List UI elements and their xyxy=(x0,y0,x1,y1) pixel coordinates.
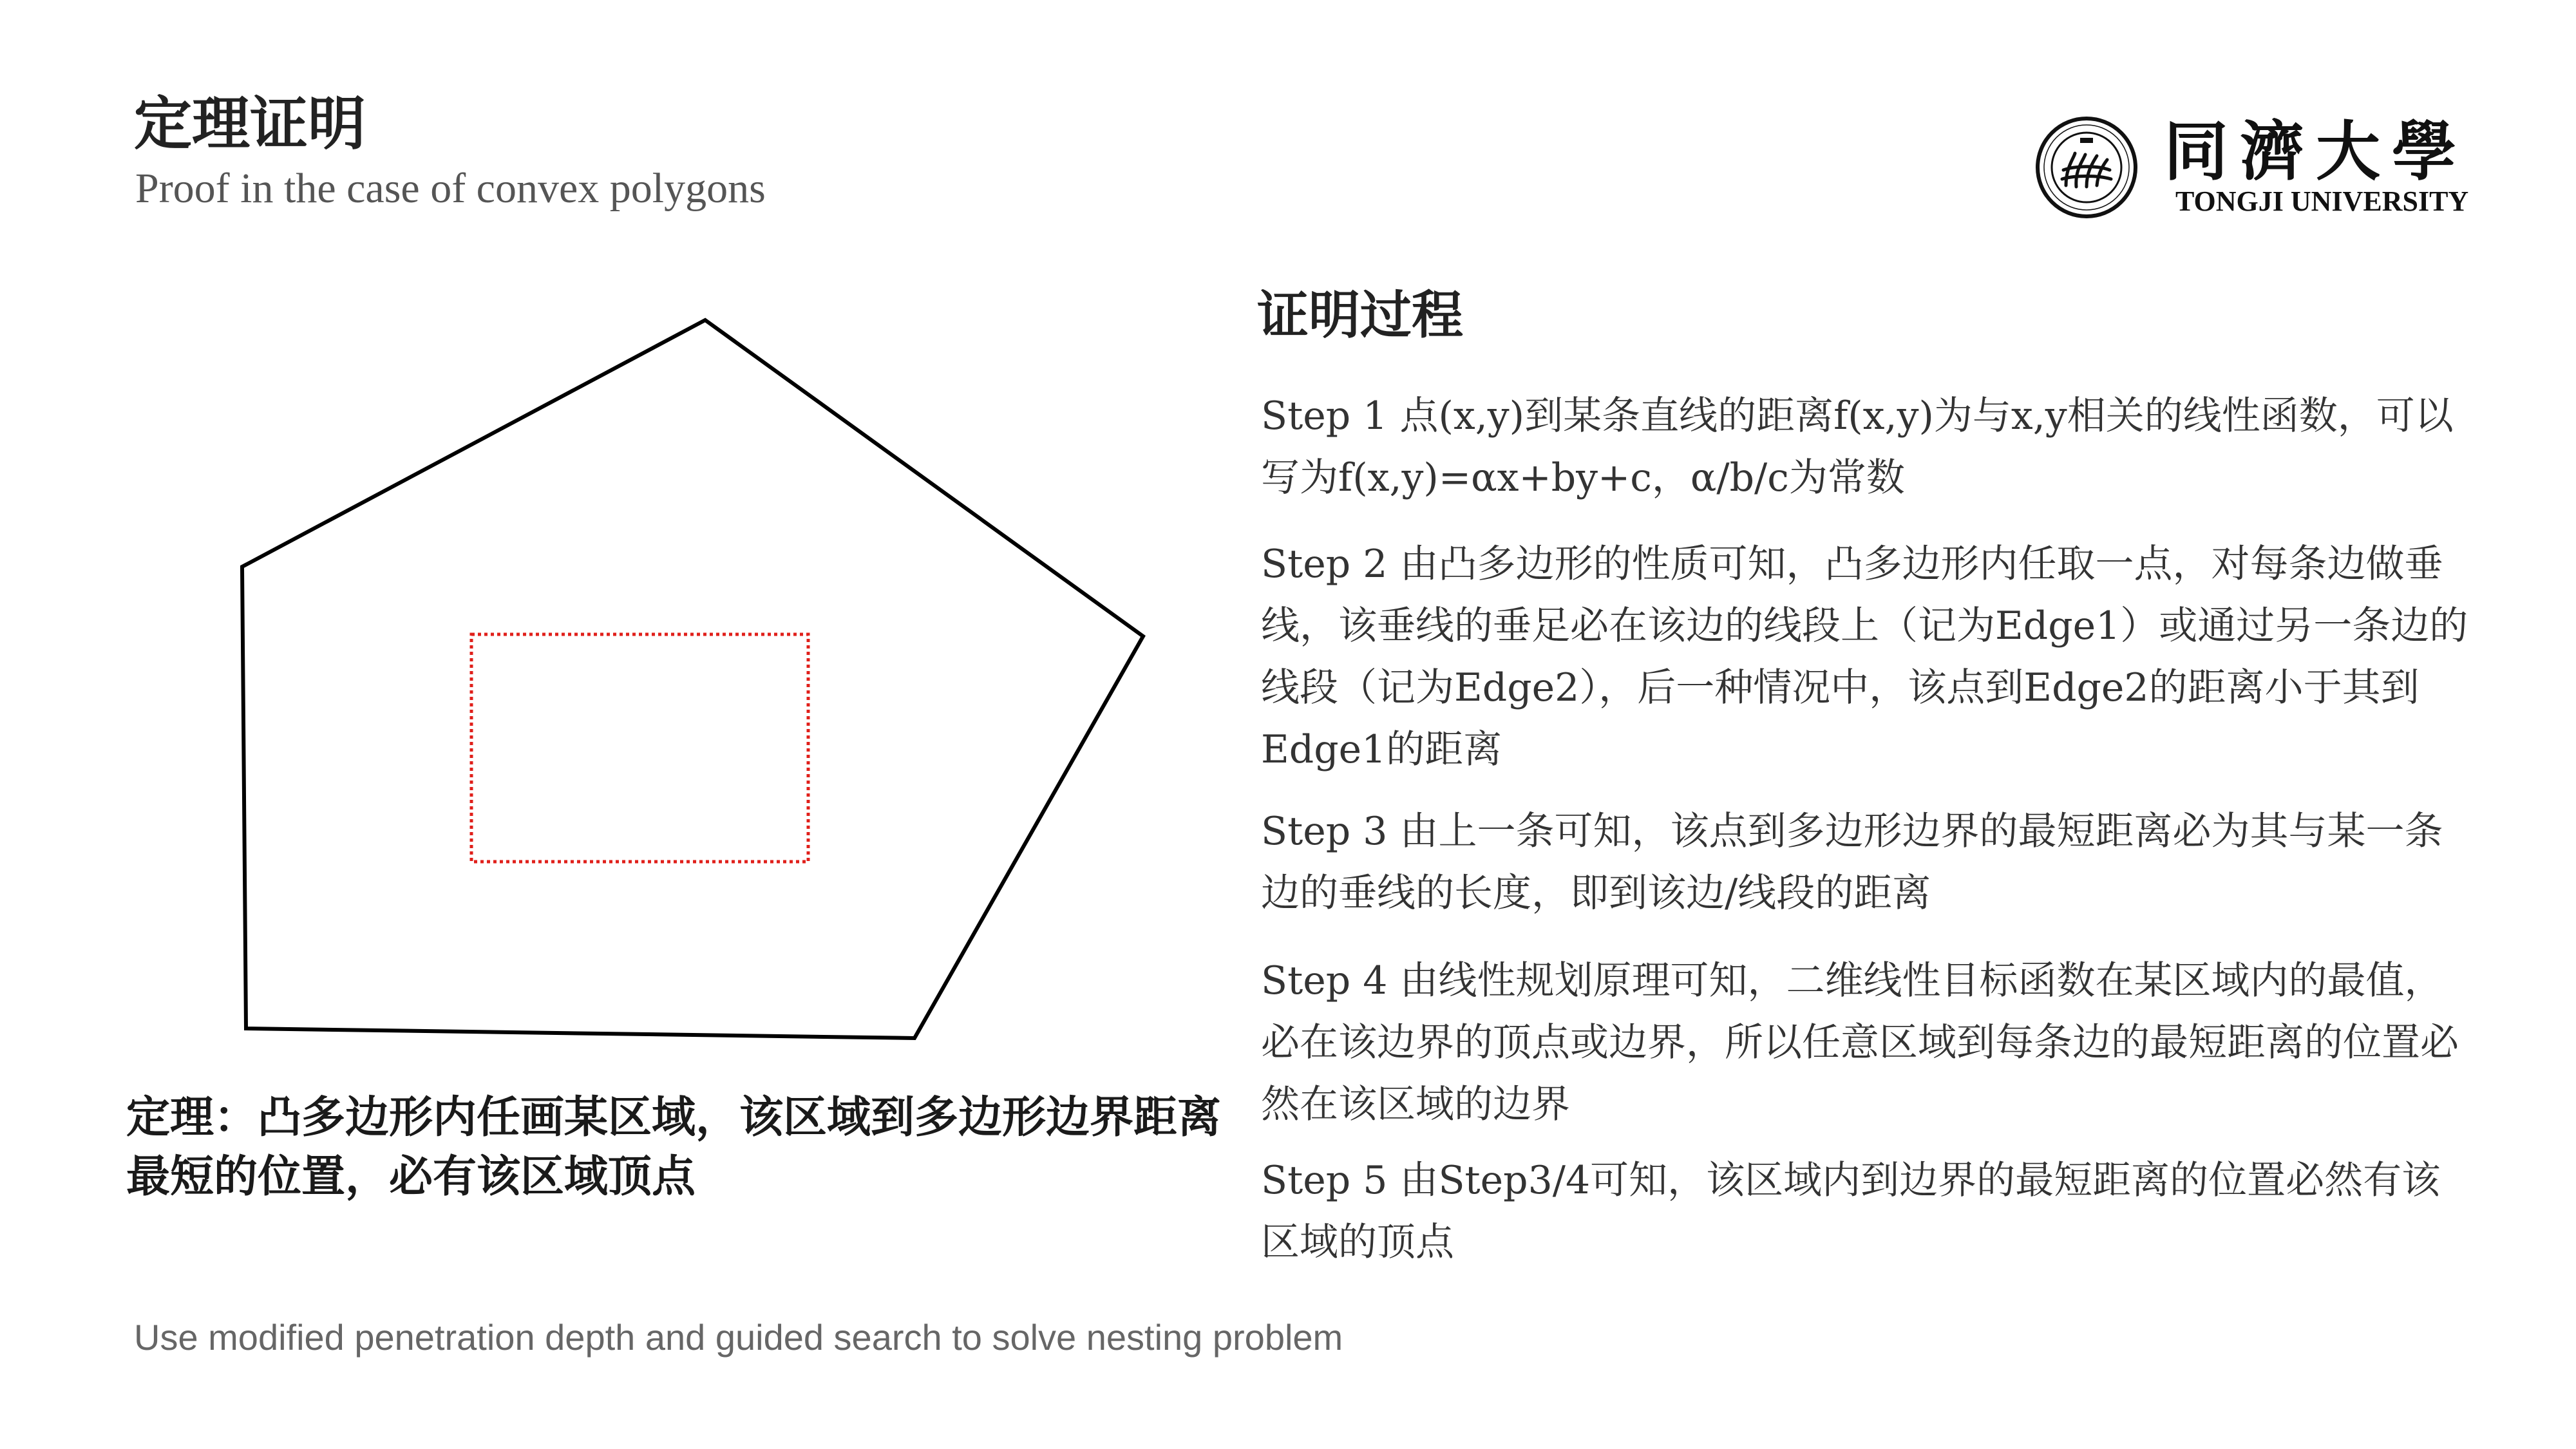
university-name-en: TONGJI UNIVERSITY xyxy=(2175,185,2469,217)
page-title: 定理证明 xyxy=(134,90,366,158)
footer-caption: Use modified penetration depth and guided search to solve nesting problem xyxy=(134,1317,1343,1358)
proof-heading: 证明过程 xyxy=(1257,285,1463,345)
region-rectangle xyxy=(471,634,808,862)
proof-step-5: Step 5 由Step3/4可知，该区域内到边界的最短距离的位置必然有该区域的顶点 xyxy=(1261,1158,2441,1265)
university-name-cn: 同濟大學 xyxy=(2164,113,2468,189)
proof-step-3: Step 3 由上一条可知，该点到多边形边界的最短距离必为其与某一条边的垂线的长度，即到该边/线段的距离 xyxy=(1261,809,2443,916)
proof-step-4: Step 4 由线性规划原理可知，二维线性目标函数在某区域内的最值，必在该边界的顶点或边界，所以任意区域到每条边的最短距离的位置必然在该区域的边界 xyxy=(1261,958,2459,1127)
proof-step-2: Step 2 由凸多边形的性质可知，凸多边形内任取一点，对每条边做垂线，该垂线的垂足必在该边的线段上（记为Edge1）或通过另一条边的线段（记为Edge2），后一种情况中，该点到Edge2的距离小于其到Edge1的距离 xyxy=(1261,542,2468,772)
page-subtitle: Proof in the case of convex polygons xyxy=(135,165,766,212)
convex-polygon xyxy=(242,320,1143,1038)
proof-step-1: Step 1 点(x,y)到某条直线的距离f(x,y)为与x,y相关的线性函数，可以写为f(x,y)=αx+by+c，α/b/c为常数 xyxy=(1261,393,2454,500)
theorem-statement: 定理：凸多边形内任画某区域，该区域到多边形边界距离最短的位置，必有该区域顶点 xyxy=(126,1092,1222,1202)
